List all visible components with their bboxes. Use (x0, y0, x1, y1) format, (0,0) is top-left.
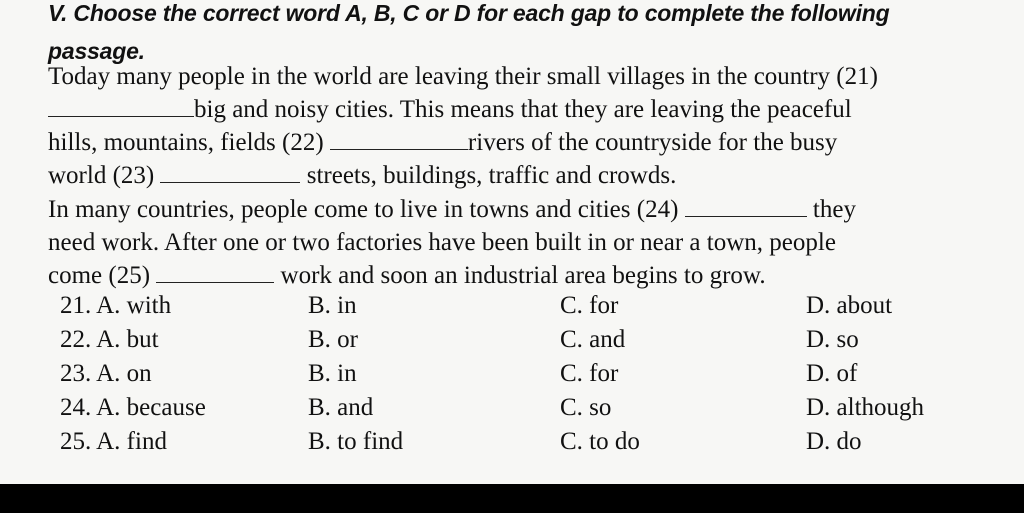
passage-line (48, 259, 1018, 292)
passage-text: Today many people in the world are leaving their small villages in the country (21) (48, 63, 878, 90)
option-a: 24. A. because (60, 394, 206, 421)
option-c: C. for (560, 292, 619, 319)
passage-line (48, 93, 1018, 126)
option-a: 21. A. with (60, 292, 172, 319)
question-row (60, 326, 1000, 360)
question-row (60, 360, 1000, 394)
passage-text: world (23) (48, 162, 155, 189)
passage-text: need work. After one or two factories have been built in or near a town, people (48, 229, 836, 256)
passage-text: hills, mountains, fields (22) (48, 129, 324, 156)
gap-25 (156, 262, 274, 283)
option-d: D. about (806, 292, 893, 319)
option-c: C. so (560, 394, 612, 421)
gap-24 (685, 196, 807, 217)
question-row (60, 394, 1000, 428)
passage-line (48, 159, 1018, 192)
passage-text: In many countries, people come to live in towns and cities (24) (48, 196, 679, 223)
heading-line-1: V. Choose the correct word A, B, C or D for each gap to complete the following (48, 0, 890, 26)
passage-line (48, 193, 1018, 226)
option-c: C. to do (560, 428, 640, 455)
passage-line (48, 60, 1018, 93)
passage-text: come (25) (48, 262, 151, 289)
option-b: B. and (308, 394, 374, 421)
option-c: C. for (560, 360, 619, 387)
passage-text: big and noisy cities. This means that they are leaving the peaceful (194, 96, 852, 123)
passage-line (48, 226, 1018, 259)
option-b: B. to find (308, 428, 404, 455)
heading-line-2: passage. (48, 38, 145, 64)
passage-line (48, 126, 1018, 159)
option-a: 22. A. but (60, 326, 159, 353)
option-d: D. so (806, 326, 859, 353)
option-b: B. or (308, 326, 358, 353)
option-a: 25. A. find (60, 428, 167, 455)
passage-text: rivers of the countryside for the busy (467, 129, 838, 156)
option-d: D. although (806, 394, 925, 421)
option-b: B. in (308, 292, 357, 319)
passage-paragraph-1 (48, 60, 1018, 192)
option-c: C. and (560, 326, 626, 353)
question-row (60, 292, 1000, 326)
option-d: D. of (806, 360, 858, 387)
option-a: 23. A. on (60, 360, 152, 387)
passage-paragraph-2 (48, 193, 1018, 292)
answer-options (60, 292, 1000, 462)
option-d: D. do (806, 428, 862, 455)
gap-22 (330, 129, 468, 150)
gap-21 (48, 96, 194, 117)
question-row (60, 428, 1000, 462)
passage-text: they (812, 196, 856, 223)
passage-text: work and soon an industrial area begins to grow. (280, 262, 766, 289)
option-b: B. in (308, 360, 357, 387)
gap-23 (160, 162, 300, 183)
bottom-black-bar (0, 484, 1024, 513)
passage-text: streets, buildings, traffic and crowds. (306, 162, 677, 189)
